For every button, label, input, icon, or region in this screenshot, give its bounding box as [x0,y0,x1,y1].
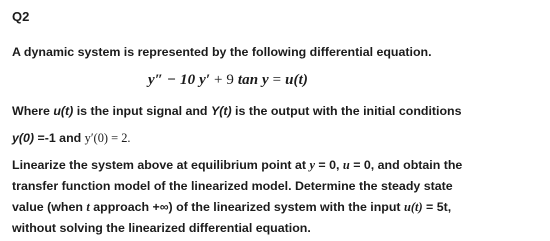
question-label: Q2 [12,9,30,24]
conditions-part-1: Where [12,104,54,118]
task-l3-c: = 5t, [422,200,452,214]
initial-yprime: y′(0) [84,131,109,145]
initial-eq-1: =-1 and [34,131,85,145]
conditions-line [12,103,462,119]
task-l1-u: u [342,158,350,172]
task-line-4: without solving the linearized differential equation. [12,221,311,235]
equation-term-4: tan y [237,72,269,88]
task-l3-t: t [86,200,90,214]
differential-equation [148,72,308,88]
conditions-output-symbol: Y(t) [210,104,232,118]
equation-equals: = [268,72,286,88]
task-l1-b: = 0, [314,158,343,172]
conditions-input-symbol: u(t) [53,104,74,118]
task-l1-a: Linearize the system above at equilibrium point at [12,158,310,172]
equation-rhs: u(t) [285,72,308,88]
equation-term-2: y′ [199,72,211,88]
initial-conditions-line [12,130,131,146]
task-line-3 [12,199,451,215]
initial-eq-2: = 2. [108,131,131,145]
task-line-1 [12,157,462,173]
equation-term-1: y″ − 10 [148,72,200,88]
task-l3-b: approach +∞) of the linearized system with the input [89,200,404,214]
conditions-part-2: is the input signal and [73,104,211,118]
initial-y0: y(0) [12,131,35,145]
question-intro: A dynamic system is represented by the following differential equation. [12,45,432,59]
conditions-part-3: is the output with the initial conditions [231,104,462,118]
equation-term-3: + 9 [210,72,238,88]
task-line-2: transfer function model of the linearized model. Determine the steady state [12,179,453,193]
task-l1-y: y [309,158,315,172]
task-l3-a: value (when [12,200,87,214]
task-l3-u: u(t) [404,200,423,214]
task-l1-c: = 0, and obtain the [349,158,463,172]
